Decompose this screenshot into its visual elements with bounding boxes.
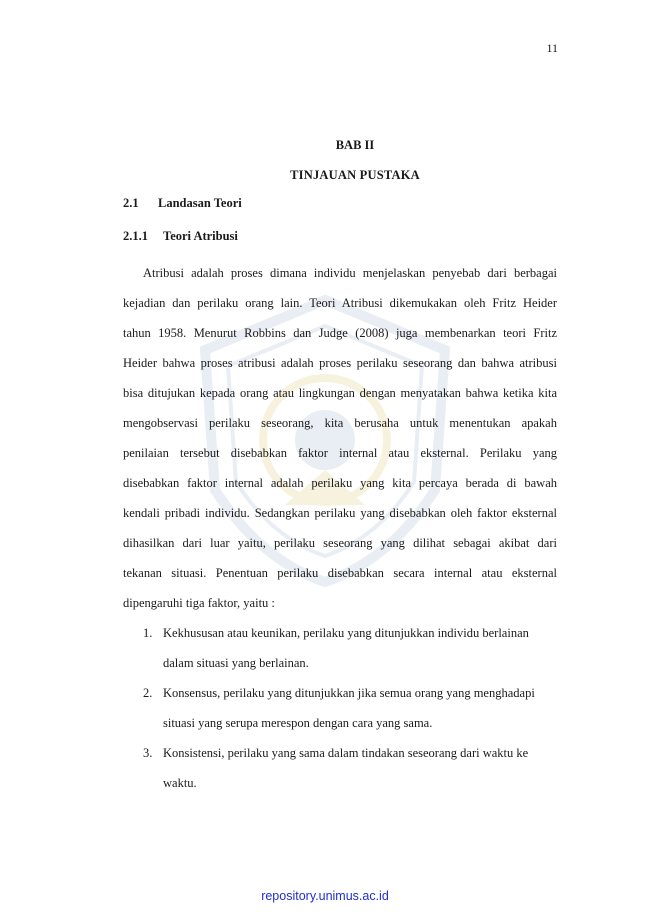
list-item-line: dalam situasi yang berlainan.	[163, 656, 309, 670]
paragraph-line: bisa ditujukan kepada orang atau lingkungan dengan menyatakan bahwa ketika kita	[123, 386, 557, 400]
paragraph	[123, 258, 557, 618]
list-item	[143, 678, 557, 738]
paragraph-line: Heider bahwa proses atribusi adalah proses perilaku seseorang dan bahwa atribusi	[123, 356, 557, 370]
list-marker: 1.	[143, 626, 153, 640]
chapter-title: TINJAUAN PUSTAKA	[290, 168, 420, 182]
list-item	[143, 738, 557, 798]
list-item-line: situasi yang serupa merespon dengan cara yang sama.	[163, 716, 433, 730]
list-item	[143, 618, 557, 678]
list-item-line: Kekhususan atau keunikan, perilaku yang ditunjukkan individu berlainan	[163, 626, 529, 640]
list-item-line: Konsensus, perilaku yang ditunjukkan jika semua orang yang menghadapi	[163, 686, 535, 700]
list-item-line: waktu.	[163, 776, 197, 790]
subsection-heading	[123, 229, 238, 244]
factor-list	[143, 618, 557, 798]
list-marker: 3.	[143, 746, 153, 760]
section-title: Landasan Teori	[158, 196, 242, 210]
subsection-number: 2.1.1	[123, 229, 148, 243]
chapter-label: BAB II	[335, 138, 375, 152]
page-number: 11	[546, 41, 558, 55]
paragraph-line: tahun 1958. Menurut Robbins dan Judge (2008) juga membenarkan teori Fritz	[123, 326, 557, 340]
paragraph-line: tekanan situasi. Penentuan perilaku disebabkan secara internal atau eksternal	[123, 566, 557, 580]
section-heading	[123, 196, 242, 211]
list-item-line: Konsistensi, perilaku yang sama dalam tindakan seseorang dari waktu ke	[163, 746, 529, 760]
repository-link[interactable]: repository.unimus.ac.id	[261, 889, 389, 903]
list-marker: 2.	[143, 686, 153, 700]
paragraph-line: kejadian dan perilaku orang lain. Teori Atribusi dikemukakan oleh Fritz Heider	[123, 296, 557, 310]
paragraph-line: Atribusi adalah proses dimana individu menjelaskan penyebab dari berbagai	[143, 266, 557, 280]
paragraph-line: dipengaruhi tiga faktor, yaitu :	[123, 596, 275, 610]
paragraph-line: mengobservasi perilaku seseorang, kita berusaha untuk menentukan apakah	[123, 416, 557, 430]
subsection-title: Teori Atribusi	[163, 229, 238, 243]
section-number: 2.1	[123, 196, 139, 210]
paragraph-line: disebabkan faktor internal adalah perilaku yang kita percaya berada di bawah	[123, 476, 557, 490]
paragraph-line: penilaian tersebut disebabkan faktor internal atau eksternal. Perilaku yang	[123, 446, 557, 460]
paragraph-line: kendali pribadi individu. Sedangkan perilaku yang disebabkan oleh faktor eksternal	[123, 506, 557, 520]
paragraph-line: dihasilkan dari luar yaitu, perilaku seseorang yang dilihat sebagai akibat dari	[123, 536, 557, 550]
